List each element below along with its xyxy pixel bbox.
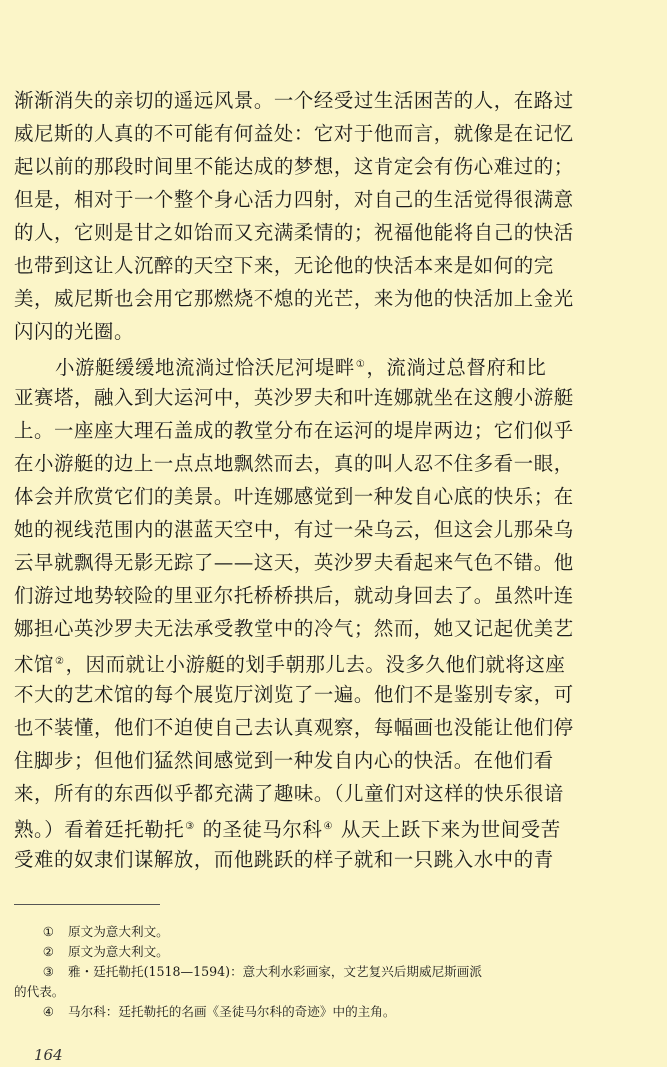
footnote-marker: ② xyxy=(54,656,65,667)
footnote-number: ③ xyxy=(42,964,54,979)
text-segment: 熟。）看着廷托勒托 xyxy=(14,818,185,841)
text-line xyxy=(14,810,654,843)
text-line: 们游过地势较险的里亚尔托桥桥拱后，就动身回去了。虽然叶连 xyxy=(14,584,574,607)
text-line: 起以前的那段时间里不能达成的梦想，这肯定会有伤心难过的； xyxy=(14,155,574,178)
text-segment: ，因而就让小游艇的划手朝那儿去。没多久他们就将这座 xyxy=(65,653,566,676)
text-line: 云早就飘得无影无踪了——这天，英沙罗夫看起来气色不错。他 xyxy=(14,551,574,574)
footnote-number: ② xyxy=(42,944,54,959)
text-segment: 小游艇缓缓地流淌过恰沃尼河堤畔 xyxy=(55,356,355,379)
text-line: 美，威尼斯也会用它那燃烧不熄的光芒，来为他的快活加上金光 xyxy=(14,287,574,310)
text-line-paragraph-start xyxy=(14,348,654,381)
text-line: 亚赛塔，融入到大运河中，英沙罗夫和叶连娜就坐在这艘小游艇 xyxy=(14,386,574,409)
text-segment: ，流淌过总督府和比 xyxy=(366,356,547,379)
footnote-number: ④ xyxy=(42,1004,54,1019)
footnote-marker: ③ xyxy=(185,821,195,832)
footnotes xyxy=(14,922,654,1022)
text-segment: 术馆 xyxy=(14,653,54,676)
text-line: 渐渐消失的亲切的遥远风景。一个经受过生活困苦的人，在路过 xyxy=(14,89,574,112)
text-line: 受难的奴隶们谋解放，而他跳跃的样子就和一只跳入水中的青 xyxy=(14,848,554,871)
text-line: 不大的艺术馆的每个展览厅浏览了一遍。他们不是鉴别专家，可 xyxy=(14,683,574,706)
footnote-text: 雅・廷托勒托(1518—1594)：意大利水彩画家，文艺复兴后期威尼斯画派 xyxy=(68,964,482,979)
footnote xyxy=(14,942,654,962)
text-line: 来，所有的东西似乎都充满了趣味。（儿童们对这样的快乐很谙 xyxy=(14,782,565,805)
text-line: 威尼斯的人真的不可能有何益处：它对于他而言，就像是在记忆 xyxy=(14,122,574,145)
footnote-number: ① xyxy=(42,924,54,939)
footnote-text: 原文为意大利文。 xyxy=(68,924,169,939)
body-text xyxy=(14,84,654,876)
footnote-text: 马尔科：廷托勒托的名画《圣徒马尔科的奇迹》中的主角。 xyxy=(68,1004,396,1019)
text-line: 但是，相对于一个整个身心活力四射，对自己的生活觉得很满意 xyxy=(14,188,574,211)
text-line: 体会并欣赏它们的美景。叶连娜感觉到一种发自心底的快乐；在 xyxy=(14,485,574,508)
text-line: 闪闪的光圈。 xyxy=(14,320,134,343)
text-segment: 的圣徒马尔科 xyxy=(195,818,323,841)
footnote-divider xyxy=(14,904,160,905)
text-line: 住脚步；但他们猛然间感觉到一种发自内心的快活。在他们看 xyxy=(14,749,554,772)
text-line: 她的视线范围内的湛蓝天空中，有过一朵乌云，但这会儿那朵乌 xyxy=(14,518,574,541)
page-number: 164 xyxy=(34,1046,63,1064)
text-segment: 从天上跃下来为世间受苦 xyxy=(334,818,561,841)
footnote-text: 的代表。 xyxy=(14,984,65,999)
text-line: 娜担心英沙罗夫无法承受教堂中的冷气；然而，她又记起优美艺 xyxy=(14,617,574,640)
footnote-marker: ④ xyxy=(323,821,334,832)
footnote xyxy=(14,962,654,982)
text-line xyxy=(14,645,654,678)
footnote-continuation xyxy=(14,982,654,1002)
text-line: 也带到这让人沉醉的天空下来，无论他的快活本来是如何的完 xyxy=(14,254,554,277)
text-line: 也不装懂，他们不迫使自己去认真观察，每幅画也没能让他们停 xyxy=(14,716,574,739)
text-line: 的人，它则是甘之如饴而又充满柔情的；祝福他能将自己的快活 xyxy=(14,221,574,244)
text-line: 在小游艇的边上一点点地飘然而去，真的叫人忍不住多看一眼， xyxy=(14,452,574,475)
footnote-text: 原文为意大利文。 xyxy=(68,944,169,959)
text-line: 上。一座座大理石盖成的教堂分布在运河的堤岸两边；它们似乎 xyxy=(14,419,574,442)
footnote xyxy=(14,1002,654,1022)
footnote xyxy=(14,922,654,942)
footnote-marker: ① xyxy=(355,359,366,370)
